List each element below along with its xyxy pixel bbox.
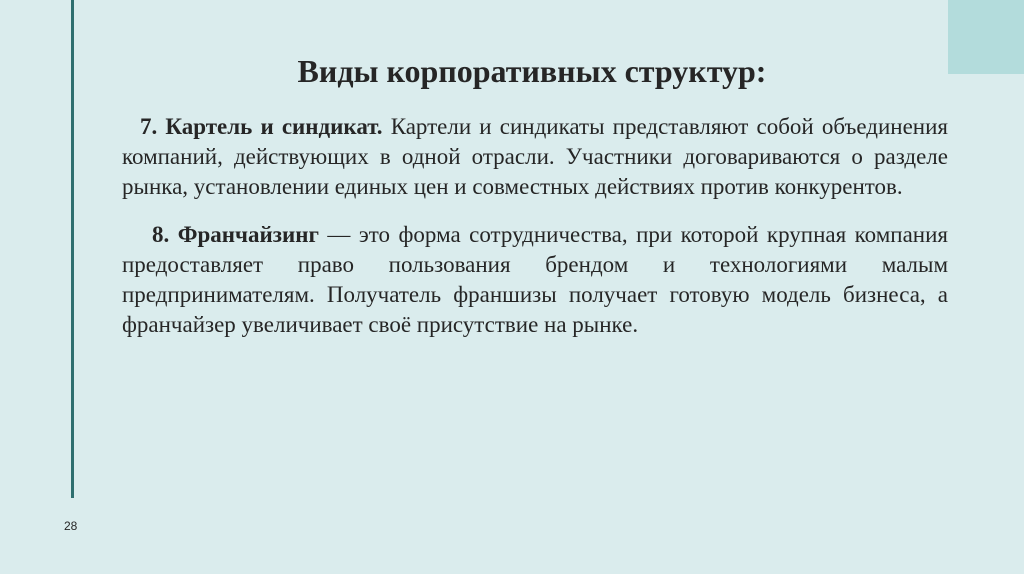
paragraph-franchising bbox=[122, 220, 948, 340]
corner-decoration bbox=[948, 0, 1024, 74]
paragraph-heading: 8. Франчайзинг bbox=[152, 222, 319, 247]
paragraph-heading: 7. Картель и синдикат. bbox=[140, 114, 383, 139]
paragraph-cartel-syndicate bbox=[122, 112, 948, 202]
left-accent-rule bbox=[71, 0, 74, 498]
paragraph-text: — это форма сотрудничества, при которой крупная компания предоставляет право пользования брендом и технологиями малым предпринимателям. Получатель франшизы получает готовую модель бизнеса, а франчайзер увеличивает своё присутствие на рынке. bbox=[122, 222, 948, 337]
slide-title: Виды корпоративных структур: bbox=[297, 53, 767, 89]
slide-body bbox=[122, 112, 948, 340]
paragraph-text: Картели и синдикаты представляют собой объединения компаний, действующих в одной отрасли. Участники договариваются о разделе рынка, установлении единых цен и совместных действиях против конкурентов. bbox=[122, 114, 948, 199]
page-number: 28 bbox=[64, 519, 78, 533]
